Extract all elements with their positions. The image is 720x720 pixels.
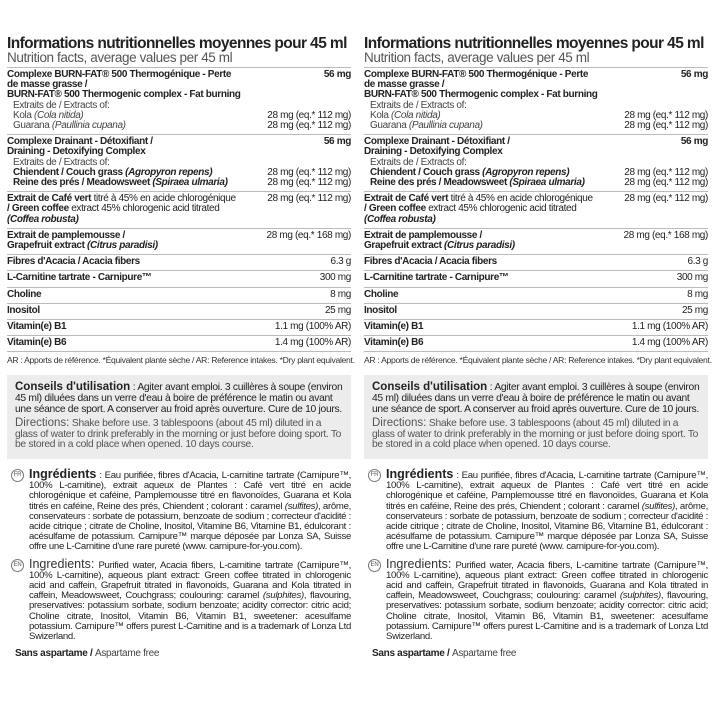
nutrient-label-part: Guarana: [370, 120, 409, 132]
ingredients-fr-text: : Eau purifiée, fibres d'Acacia, L-carnitine tartrate (Carnipure™, 100% L-carnitine), extrait aqueux de Plantes : Café vert titré en acide chlorogénique et caféine, Pamplemousse titré en flavonoïdes, Guarana et Kola titrés en caféine, Reine des prés, Chiendent ; colorant : caramel: [386, 470, 708, 512]
nutrient-label-part: L-Carnitine tartrate - Carnipure™: [364, 272, 509, 284]
advice-fr: [15, 382, 345, 415]
nutrient-label: [364, 322, 423, 332]
nutrient-label-part: (Cola nitida): [391, 109, 441, 121]
nutrient-label-part: Vitamin(e) B1: [364, 321, 424, 333]
footnote: AR : Apports de référence. *Équivalent plante sèche / AR: Reference intakes. *Dry plant equivalent.: [364, 355, 712, 366]
ingredients-fr-label: Ingrédients: [386, 467, 454, 482]
nutrient-row: [364, 255, 708, 271]
ingredients-en: [364, 556, 708, 643]
nutrient-row: [7, 229, 351, 255]
page-subtitle: Nutrition facts, average values per 45 ml: [7, 50, 233, 65]
advice-fr: [372, 382, 702, 415]
nutrient-line: [364, 257, 708, 267]
nutrient-label-part: Complexe Drainant - Détoxifiant /: [7, 136, 153, 148]
nutrient-row: [7, 304, 351, 320]
nutrient-label-part: L-Carnitine tartrate - Carnipure™: [7, 272, 152, 284]
nutrient-line: [7, 306, 351, 316]
nutrient-label: [7, 322, 66, 332]
advice-fr-label: Conseils d'utilisation: [15, 381, 131, 394]
nutrient-row: [7, 68, 351, 135]
aspartame-fr: Sans aspartame /: [15, 648, 95, 660]
aspartame-en: Aspartame free: [451, 648, 517, 660]
ingredients-fr-label: Ingrédients: [29, 467, 97, 482]
nutrient-label-part: de masse grasse /: [364, 79, 445, 91]
nutrient-label-part: Extrait de pamplemousse /: [364, 229, 482, 241]
nutrient-label-part: Kola: [13, 109, 35, 121]
en-flag-icon: EN: [368, 559, 381, 572]
ingredients-en-allergen: (sulphites): [262, 590, 304, 602]
nutrient-row: [364, 336, 708, 352]
ingredients-en-label: Ingredients:: [29, 556, 95, 571]
fr-flag-icon: FR: [368, 469, 381, 482]
nutrient-label-part: Complexe Drainant - Détoxifiant /: [364, 136, 510, 148]
nutrient-line: [7, 178, 351, 188]
nutrient-value: 28 mg (eq.* 112 mg): [624, 177, 708, 189]
nutrient-line: [7, 338, 351, 348]
nutrient-label: [7, 338, 66, 348]
nutrient-label: [370, 178, 585, 188]
nutrient-label: [7, 215, 78, 225]
nutrient-label-part: Vitamin(e) B6: [7, 337, 67, 349]
nutrition-label-left: [7, 35, 355, 660]
nutrient-row: [364, 68, 708, 135]
nutrient-line: [364, 290, 708, 300]
nutrient-value: 8 mg: [687, 288, 708, 300]
nutrient-line: [364, 121, 708, 131]
nutrient-value: 56 mg: [680, 69, 708, 80]
ingredients-en-text: Purified water, Acacia fibers, L-carnitine tartrate (Carnipure™, 100% L-carnitine), aqueous plant extract: Green coffee titrated in chlorogenic acid and caffein, Grapefruit titrated in flavonoids, Guarana and Kola titrated in caffein, Meadowsweet, Couchgrass; coulouring: caramel: [386, 559, 708, 602]
nutrient-label: [364, 241, 515, 251]
nutrient-label-part: Fibres d'Acacia / Acacia fibers: [364, 256, 497, 268]
advice-en: [15, 418, 345, 451]
nutrient-label: [364, 273, 509, 283]
nutrient-row: [364, 288, 708, 304]
nutrient-line: [7, 290, 351, 300]
nutrient-value: 56 mg: [323, 136, 351, 148]
nutrient-label-part: Extraits de / Extracts of:: [370, 156, 467, 168]
nutrient-label-part: Extrait de Café vert: [364, 193, 451, 205]
aspartame-free: [7, 648, 351, 659]
nutrient-label-part: Extrait de pamplemousse /: [7, 229, 125, 241]
nutrient-line: [7, 322, 351, 332]
nutrient-label-part: extract 45% chlorogenic acid titrated: [428, 203, 577, 215]
nutrient-row: [7, 288, 351, 304]
nutrient-value: 1.1 mg (100% AR): [631, 321, 708, 333]
nutrient-value: 6.3 g: [687, 256, 708, 268]
nutrient-label-part: (Spiraea ulmaria): [152, 177, 228, 189]
nutrient-label: [13, 178, 228, 188]
ingredients-fr: [7, 469, 351, 553]
nutrient-label-part: (Citrus paradisi): [444, 240, 515, 252]
nutrient-label-part: Grapefruit extract: [7, 240, 88, 252]
nutrient-label-part: titré à 45% en acide chlorogénique: [450, 193, 593, 205]
nutrient-value: 8 mg: [330, 288, 351, 300]
nutrient-label-part: (Spiraea ulmaria): [509, 177, 585, 189]
advice-en-label: Directions:: [372, 417, 427, 430]
nutrient-line: [364, 273, 708, 283]
nutrient-value: 6.3 g: [330, 256, 351, 268]
nutrient-value: 28 mg (eq.* 112 mg): [624, 193, 708, 205]
nutrient-value: 28 mg (eq.* 168 mg): [266, 229, 351, 241]
nutrient-label-part: Inositol: [364, 304, 397, 316]
nutrient-row: [7, 135, 351, 192]
nutrient-label-part: Reine des prés / Meadowsweet: [13, 177, 153, 189]
nutrient-label-part: Chiendent / Couch grass: [13, 166, 126, 178]
nutrient-label-part: Choline: [364, 288, 399, 300]
aspartame-fr: Sans aspartame /: [372, 648, 452, 660]
nutrient-value: 28 mg (eq.* 112 mg): [267, 120, 351, 132]
nutrient-label-part: / Green coffee: [364, 203, 429, 215]
nutrient-value: 300 mg: [676, 272, 708, 284]
nutrient-label-part: Vitamin(e) B1: [7, 321, 67, 333]
nutrient-line: [364, 241, 708, 251]
nutrient-row: [364, 320, 708, 336]
nutrient-row: [7, 336, 351, 352]
nutrient-value: 1.1 mg (100% AR): [274, 321, 351, 333]
nutrient-label-part: Inositol: [7, 304, 40, 316]
advice-en-text: Shake before use. 3 tablespoons (about 45 ml) diluted in a glass of water to drink preferably in the morning or just before doing sport. To be stored in a cold place when opened. 10 days course.: [372, 418, 699, 451]
nutrient-label-part: BURN-FAT® 500 Thermogenic complex - Fat burning: [364, 89, 598, 101]
page-title: Informations nutritionnelles moyennes pour 45 ml: [364, 35, 704, 52]
nutrient-label-part: Extrait de Café vert: [7, 193, 94, 205]
nutrient-label: [370, 121, 483, 131]
nutrient-line: [7, 257, 351, 267]
nutrient-label: [364, 215, 435, 225]
nutrient-line: [364, 322, 708, 332]
nutrient-label-part: extract 45% chlorogenic acid titrated: [71, 203, 220, 215]
nutrient-value: 28 mg (eq.* 112 mg): [624, 166, 708, 178]
ingredients: [7, 469, 351, 642]
nutrient-label-part: Guarana: [13, 120, 52, 132]
nutrient-label-part: Complexe BURN-FAT® 500 Thermogénique - Perte: [364, 69, 589, 80]
ingredients-en-allergen: (sulphites): [619, 590, 661, 602]
nutrient-label-part: Choline: [7, 288, 42, 300]
ingredients-fr-text-2: , arôme, conservateurs : sorbate de potassium, benzoate de sodium ; correcteur d'acidité : acide citrique ; citrate de Choline, Inositol, Vitamine B6, Vitamine B1, édulcorant : acésulfame de potassium. Carnipure™ marque déposée par Lonza SA, Suisse offre une L-Carnitine d'une rare pureté (www. carnipure-for-you.com).: [386, 500, 708, 553]
page-subtitle: Nutrition facts, average values per 45 ml: [364, 50, 590, 65]
nutrient-line: [364, 306, 708, 316]
nutrition-table: [7, 67, 351, 352]
aspartame-en: Aspartame free: [94, 648, 160, 660]
nutrient-label-part: (Paullinia cupana): [51, 120, 126, 132]
nutrient-label-part: Reine des prés / Meadowsweet: [370, 177, 510, 189]
nutrient-value: 25 mg: [681, 304, 708, 316]
nutrient-label: [13, 121, 126, 131]
nutrient-label-part: / Green coffee: [7, 203, 72, 215]
nutrient-label: [364, 338, 423, 348]
nutrient-value: 1.4 mg (100% AR): [274, 337, 351, 349]
nutrient-line: [364, 215, 708, 225]
advice-en-label: Directions:: [15, 417, 70, 430]
ingredients-fr-text: : Eau purifiée, fibres d'Acacia, L-carnitine tartrate (Carnipure™, 100% L-carnitine), extrait aqueux de Plantes : Café vert titré en acide chlorogénique et caféine, Pamplemousse titré en flavonoïdes, Guarana et Kola titrés en caféine, Reine des prés, Chiendent ; colorant : caramel: [29, 470, 351, 512]
advice-en: [372, 418, 702, 451]
ingredients-en-text: Purified water, Acacia fibers, L-carnitine tartrate (Carnipure™, 100% L-carnitine), aqueous plant extract: Green coffee titrated in chlorogenic acid and caffein, Grapefruit titrated in flavonoids, Guarana and Kola titrated in caffein, Meadowsweet, Couchgrass; coulouring: caramel: [29, 559, 351, 602]
nutrition-table: [364, 67, 708, 352]
ingredients-en-text-2: , flavouring, preservatives: potassium sorbate, sodium benzoate; acidity corrector: citric acid; Choline citrate, Inositol, Vitamin B6, Vitamin B1, sweetener: acesulfame potassium. Carnipure™ offers purest L-Carnitine and is a trademark of Lonza Ltd Swizerland.: [386, 590, 708, 643]
nutrient-value: 1.4 mg (100% AR): [631, 337, 708, 349]
nutrient-label: [7, 273, 152, 283]
nutrient-label: [364, 290, 398, 300]
aspartame-free: [364, 648, 708, 659]
nutrient-row: [7, 192, 351, 229]
nutrient-row: [7, 271, 351, 287]
nutrient-label-part: Grapefruit extract: [364, 240, 445, 252]
nutrient-label-part: Kola: [370, 109, 392, 121]
nutrient-value: 28 mg (eq.* 112 mg): [624, 109, 708, 121]
nutrient-label: [364, 306, 397, 316]
advice-fr-text: : Agiter avant emploi. 3 cuillères à soupe (environ 45 ml) diluées dans un verre d'eau à boire de préférence le matin ou avant une séance de sport. A conserver au froid après ouverture. Cure de 10 jours.: [372, 382, 700, 415]
nutrient-label: [7, 257, 140, 267]
nutrient-line: [7, 273, 351, 283]
nutrient-value: 28 mg (eq.* 112 mg): [267, 109, 351, 121]
nutrient-line: [7, 241, 351, 251]
nutrient-line: [7, 215, 351, 225]
nutrient-row: [364, 192, 708, 229]
ingredients-en: [7, 556, 351, 643]
nutrient-label-part: Vitamin(e) B6: [364, 337, 424, 349]
nutrient-line: [7, 121, 351, 131]
nutrient-label: [364, 257, 497, 267]
nutrient-row: [364, 229, 708, 255]
nutrient-label: [7, 306, 40, 316]
nutrient-value: 28 mg (eq.* 112 mg): [267, 193, 351, 205]
advice-fr-text: : Agiter avant emploi. 3 cuillères à soupe (environ 45 ml) diluées dans un verre d'eau à boire de préférence le matin ou avant une séance de sport. A conserver au froid après ouverture. Cure de 10 jours.: [15, 382, 343, 415]
nutrient-value: 28 mg (eq.* 168 mg): [623, 229, 708, 241]
nutrient-value: 56 mg: [323, 69, 351, 80]
nutrient-value: 28 mg (eq.* 112 mg): [267, 177, 351, 189]
nutrient-label-part: (Coffea robusta): [364, 213, 436, 225]
nutrient-value: 28 mg (eq.* 112 mg): [267, 166, 351, 178]
nutrient-label-part: Extraits de / Extracts of:: [13, 156, 110, 168]
nutrient-label-part: (Coffea robusta): [7, 213, 79, 225]
advice-en-text: Shake before use. 3 tablespoons (about 45 ml) diluted in a glass of water to drink preferably in the morning or just before doing sport. To be stored in a cold place when opened. 10 days course.: [15, 418, 342, 451]
nutrient-label-part: (Agropyron repens): [482, 166, 570, 178]
ingredients-en-label: Ingredients:: [386, 556, 452, 571]
nutrient-label-part: Extraits de / Extracts of:: [370, 99, 467, 111]
nutrient-value: 25 mg: [324, 304, 351, 316]
page-title: Informations nutritionnelles moyennes pour 45 ml: [7, 35, 347, 52]
nutrient-label-part: (Citrus paradisi): [87, 240, 158, 252]
nutrient-label-part: (Paullinia cupana): [408, 120, 483, 132]
usage-advice: [364, 375, 708, 459]
ingredients-en-text-2: , flavouring, preservatives: potassium sorbate, sodium benzoate; acidity corrector: citric acid; Choline citrate, Inositol, Vitamin B6, Vitamin B1, sweetener: acesulfame potassium. Carnipure™ offers purest L-Carnitine and is a trademark of Lonza Ltd Swizerland.: [29, 590, 351, 643]
nutrient-line: [364, 178, 708, 188]
nutrient-label-part: titré à 45% en acide chlorogénique: [93, 193, 236, 205]
ingredients-fr-text-2: , arôme, conservateurs : sorbate de potassium, benzoate de sodium ; correcteur d'acidité : acide citrique ; citrate de Choline, Inositol, Vitamine B6, Vitamine B1, édulcorant : acésulfame de potassium. Carnipure™ marque déposée par Lonza SA, Suisse offre une L-Carnitine d'une rare pureté (www. carnipure-for-you.com).: [29, 500, 351, 553]
fr-flag-icon: FR: [11, 469, 24, 482]
ingredients-fr: [364, 469, 708, 553]
nutrient-label: [7, 290, 41, 300]
nutrient-label-part: Extraits de / Extracts of:: [13, 99, 110, 111]
ingredients-fr-allergen: (sulfites): [641, 500, 676, 512]
nutrient-label-part: de masse grasse /: [7, 79, 88, 91]
ingredients: [364, 469, 708, 642]
nutrient-row: [364, 304, 708, 320]
nutrient-value: 28 mg (eq.* 112 mg): [624, 120, 708, 132]
usage-advice: [7, 375, 351, 459]
ingredients-fr-allergen: (sulfites): [284, 500, 319, 512]
nutrient-label-part: Complexe BURN-FAT® 500 Thermogénique - Perte: [7, 69, 232, 80]
nutrition-label-right: [364, 35, 712, 660]
nutrient-row: [7, 320, 351, 336]
nutrient-label-part: Draining - Detoxifying Complex: [7, 146, 146, 158]
footnote: AR : Apports de référence. *Équivalent plante sèche / AR: Reference intakes. *Dry plant equivalent.: [7, 355, 355, 366]
nutrient-label-part: Fibres d'Acacia / Acacia fibers: [7, 256, 140, 268]
en-flag-icon: EN: [11, 559, 24, 572]
nutrient-label-part: (Cola nitida): [34, 109, 84, 121]
nutrient-label-part: Draining - Detoxifying Complex: [364, 146, 503, 158]
advice-fr-label: Conseils d'utilisation: [372, 381, 488, 394]
nutrient-row: [7, 255, 351, 271]
nutrient-label-part: BURN-FAT® 500 Thermogenic complex - Fat burning: [7, 89, 241, 101]
nutrient-label-part: (Agropyron repens): [125, 166, 213, 178]
nutrient-value: 300 mg: [319, 272, 351, 284]
nutrient-value: 56 mg: [680, 136, 708, 148]
nutrient-label-part: Chiendent / Couch grass: [370, 166, 483, 178]
nutrient-line: [364, 338, 708, 348]
nutrient-row: [364, 135, 708, 192]
nutrient-row: [364, 271, 708, 287]
nutrient-label: [7, 241, 158, 251]
